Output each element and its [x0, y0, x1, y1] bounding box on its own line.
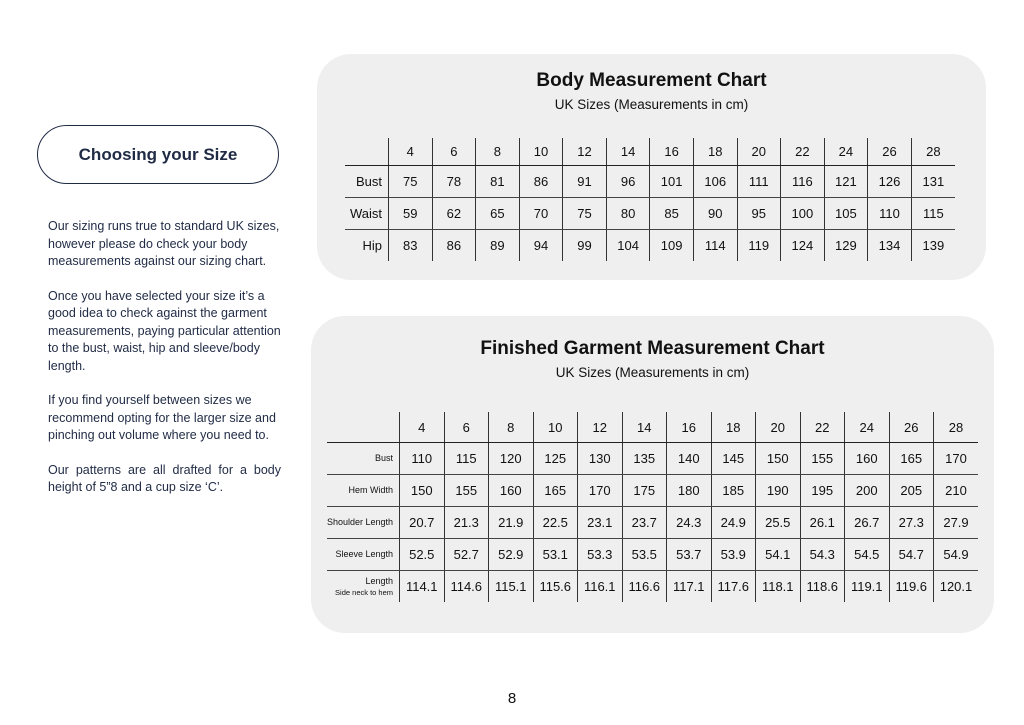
- body-table-cell: 81: [476, 166, 520, 198]
- garment-table-cell: 54.7: [889, 539, 934, 571]
- body-table-size-header: 16: [650, 138, 694, 166]
- garment-table-cell: 110: [400, 443, 445, 475]
- garment-table-cell: 54.1: [756, 539, 801, 571]
- body-table-cell: 83: [389, 230, 433, 262]
- garment-table-cell: 53.7: [667, 539, 712, 571]
- body-measurement-table: [345, 138, 955, 261]
- garment-table-cell: 21.3: [444, 507, 489, 539]
- body-table-size-header: 24: [824, 138, 868, 166]
- garment-table-cell: 116.1: [578, 571, 623, 603]
- body-table-size-header: 14: [606, 138, 650, 166]
- garment-measurement-table: [327, 412, 978, 602]
- garment-table-cell: 155: [444, 475, 489, 507]
- body-table-header-row: [345, 138, 955, 166]
- garment-table-cell: 130: [578, 443, 623, 475]
- garment-table-cell: 116.6: [622, 571, 667, 603]
- body-table-row-label: [345, 166, 389, 198]
- body-table-size-header: 20: [737, 138, 781, 166]
- garment-table-cell: 145: [711, 443, 756, 475]
- body-table-cell: 65: [476, 198, 520, 230]
- table-row: [327, 507, 978, 539]
- garment-table-cell: 52.5: [400, 539, 445, 571]
- intro-paragraph-4: Our patterns are all drafted for a body height of 5”8 and a cup size ‘C’.: [48, 462, 281, 494]
- body-table-body: [345, 166, 955, 262]
- garment-table-cell: 160: [845, 443, 890, 475]
- body-table-cell: 129: [824, 230, 868, 262]
- table-row: [327, 475, 978, 507]
- garment-table-cell: 175: [622, 475, 667, 507]
- body-table-cell: 101: [650, 166, 694, 198]
- garment-table-cell: 52.9: [489, 539, 534, 571]
- garment-table-cell: 54.3: [800, 539, 845, 571]
- garment-table-cell: 23.7: [622, 507, 667, 539]
- garment-table-cell: 150: [400, 475, 445, 507]
- garment-table-cell: 22.5: [533, 507, 578, 539]
- body-table-cell: 75: [563, 198, 607, 230]
- garment-table-size-header: 22: [800, 412, 845, 443]
- garment-table-cell: 205: [889, 475, 934, 507]
- garment-table-size-header: 24: [845, 412, 890, 443]
- garment-table-cell: 150: [756, 443, 801, 475]
- garment-table-cell: 27.3: [889, 507, 934, 539]
- garment-table-cell: 180: [667, 475, 712, 507]
- garment-measurement-card: [311, 316, 994, 633]
- body-table-cell: 110: [868, 198, 912, 230]
- body-table-corner: [345, 138, 389, 166]
- garment-table-size-header: 6: [444, 412, 489, 443]
- garment-table-size-header: 28: [934, 412, 979, 443]
- garment-table-row-label: [327, 475, 400, 507]
- garment-table-cell: 21.9: [489, 507, 534, 539]
- body-table-cell: 119: [737, 230, 781, 262]
- garment-table-size-header: 12: [578, 412, 623, 443]
- garment-table-cell: 23.1: [578, 507, 623, 539]
- garment-table-cell: 26.1: [800, 507, 845, 539]
- body-table-cell: 121: [824, 166, 868, 198]
- garment-table-cell: 26.7: [845, 507, 890, 539]
- garment-table-cell: 117.6: [711, 571, 756, 603]
- garment-table-row-label-text: Shoulder Length: [327, 517, 394, 527]
- body-table-cell: 99: [563, 230, 607, 262]
- garment-table-row-label-text: Length: [365, 575, 393, 586]
- garment-table-size-header: 8: [489, 412, 534, 443]
- body-table-cell: 62: [432, 198, 476, 230]
- body-chart-title: Body Measurement Chart: [536, 70, 767, 91]
- garment-table-cell: 53.3: [578, 539, 623, 571]
- intro-paragraph-3: If you find yourself between sizes we recommend opting for the larger size and pinching out volume where you need to.: [48, 393, 276, 442]
- garment-table-cell: 53.9: [711, 539, 756, 571]
- garment-table-cell: 117.1: [667, 571, 712, 603]
- garment-table-cell: 155: [800, 443, 845, 475]
- garment-table-cell: 52.7: [444, 539, 489, 571]
- body-table-size-header: 6: [432, 138, 476, 166]
- body-table-cell: 134: [868, 230, 912, 262]
- body-table-cell: 89: [476, 230, 520, 262]
- body-table-size-header: 8: [476, 138, 520, 166]
- body-table-size-header: 26: [868, 138, 912, 166]
- body-table-cell: 104: [606, 230, 650, 262]
- body-table-cell: 95: [737, 198, 781, 230]
- body-table-size-header: 22: [781, 138, 825, 166]
- body-table-row-label-text: Hip: [362, 238, 382, 253]
- body-table-cell: 106: [693, 166, 737, 198]
- body-table-cell: 100: [781, 198, 825, 230]
- body-table-cell: 91: [563, 166, 607, 198]
- garment-chart-subtitle: UK Sizes (Measurements in cm): [555, 365, 750, 380]
- garment-table-cell: 165: [533, 475, 578, 507]
- intro-paragraph-1: Our sizing runs true to standard UK sizes, however please do check your body measurements against our sizing chart.: [48, 219, 280, 268]
- garment-table-cell: 170: [578, 475, 623, 507]
- body-table-cell: 80: [606, 198, 650, 230]
- body-table-size-header: 28: [911, 138, 955, 166]
- sizing-intro-text: [48, 218, 281, 514]
- body-table-row-label-text: Waist: [349, 206, 382, 221]
- garment-table-cell: 53.5: [622, 539, 667, 571]
- body-table-cell: 126: [868, 166, 912, 198]
- garment-table-cell: 140: [667, 443, 712, 475]
- body-table-cell: 124: [781, 230, 825, 262]
- garment-table-cell: 200: [845, 475, 890, 507]
- garment-table-row-label: [327, 571, 400, 603]
- garment-table-size-header: 18: [711, 412, 756, 443]
- body-table-cell: 109: [650, 230, 694, 262]
- table-row: [327, 443, 978, 475]
- garment-table-header-row: [327, 412, 978, 443]
- garment-table-corner: [327, 412, 400, 443]
- garment-table-cell: 115.1: [489, 571, 534, 603]
- garment-table-cell: 115: [444, 443, 489, 475]
- garment-table-cell: 54.9: [934, 539, 979, 571]
- body-table-size-header: 10: [519, 138, 563, 166]
- body-table-cell: 85: [650, 198, 694, 230]
- body-table-cell: 70: [519, 198, 563, 230]
- garment-table-cell: 54.5: [845, 539, 890, 571]
- body-table-cell: 78: [432, 166, 476, 198]
- table-row: [327, 539, 978, 571]
- body-table-cell: 115: [911, 198, 955, 230]
- garment-table-cell: 118.6: [800, 571, 845, 603]
- body-table-cell: 111: [737, 166, 781, 198]
- garment-table-cell: 125: [533, 443, 578, 475]
- body-table-cell: 139: [922, 238, 945, 253]
- body-table-cell: 114: [693, 230, 737, 262]
- garment-table-cell: 185: [711, 475, 756, 507]
- garment-table-cell: 195: [800, 475, 845, 507]
- garment-table-size-header: 4: [400, 412, 445, 443]
- garment-table-cell: 20.7: [400, 507, 445, 539]
- garment-table-cell: 160: [489, 475, 534, 507]
- garment-table-row-label-text: Bust: [374, 453, 393, 463]
- body-table-size-header: 12: [563, 138, 607, 166]
- table-row: [345, 230, 955, 262]
- choosing-size-heading-text: Choosing your Size: [78, 144, 238, 164]
- body-table-cell: 86: [432, 230, 476, 262]
- garment-table-size-header: 14: [622, 412, 667, 443]
- body-table-size-header: 4: [389, 138, 433, 166]
- body-table-cell: 131: [911, 166, 955, 198]
- garment-table-cell: 118.1: [756, 571, 801, 603]
- body-table-cell: 96: [606, 166, 650, 198]
- garment-table-cell: 119.1: [845, 571, 890, 603]
- choosing-size-heading: [37, 125, 279, 184]
- garment-table-size-header: 10: [533, 412, 578, 443]
- garment-table-row-sublabel: Side neck to hem: [335, 587, 393, 597]
- garment-table-cell: 165: [889, 443, 934, 475]
- garment-table-row-label-text: Hem Width: [348, 485, 393, 495]
- intro-paragraph-2: Once you have selected your size it’s a good idea to check against the garment measurements, paying particular attention to the bust, waist, hip and sleeve/body length.: [48, 288, 281, 373]
- garment-table-cell: 27.9: [934, 507, 979, 539]
- body-table-row-label: [345, 198, 389, 230]
- garment-table-cell: 114.1: [400, 571, 445, 603]
- garment-chart-title: Finished Garment Measurement Chart: [480, 338, 825, 359]
- garment-table-body: [327, 443, 978, 603]
- garment-table-cell: 25.5: [756, 507, 801, 539]
- garment-table-cell: 135: [622, 443, 667, 475]
- garment-table-size-header: 16: [667, 412, 712, 443]
- garment-table-row-label: [327, 507, 400, 539]
- garment-table-row-label-text: Sleeve Length: [335, 549, 393, 559]
- table-row: [345, 198, 955, 230]
- table-row: [327, 571, 978, 603]
- garment-table-row-label: [327, 443, 400, 475]
- garment-table-cell: 119.6: [889, 571, 934, 603]
- body-table-row-label: [345, 230, 389, 262]
- body-chart-subtitle: UK Sizes (Measurements in cm): [554, 97, 749, 112]
- body-table-cell: 75: [389, 166, 433, 198]
- body-table-cell: 94: [519, 230, 563, 262]
- garment-table-size-header: 26: [889, 412, 934, 443]
- garment-table-cell: 190: [756, 475, 801, 507]
- garment-table-cell: 24.9: [711, 507, 756, 539]
- body-table-cell: 116: [781, 166, 825, 198]
- page-number: 8: [507, 690, 517, 707]
- garment-table-cell: 120: [489, 443, 534, 475]
- garment-table-size-header: 20: [756, 412, 801, 443]
- garment-table-cell: 170: [934, 443, 979, 475]
- garment-table-cell: 53.1: [533, 539, 578, 571]
- table-row: [345, 166, 955, 198]
- body-table-cell: 105: [824, 198, 868, 230]
- body-table-cell: 86: [519, 166, 563, 198]
- body-table-row-label-text: Bust: [355, 174, 382, 189]
- garment-table-row-label: [327, 539, 400, 571]
- body-measurement-card: [317, 54, 986, 280]
- garment-table-cell: 115.6: [533, 571, 578, 603]
- garment-table-cell: 120.1: [939, 579, 973, 594]
- garment-table-cell: 24.3: [667, 507, 712, 539]
- body-table-cell: 59: [389, 198, 433, 230]
- garment-table-cell: 210: [934, 475, 979, 507]
- garment-table-cell: 114.6: [444, 571, 489, 603]
- body-table-size-header: 18: [693, 138, 737, 166]
- body-table-cell: 90: [693, 198, 737, 230]
